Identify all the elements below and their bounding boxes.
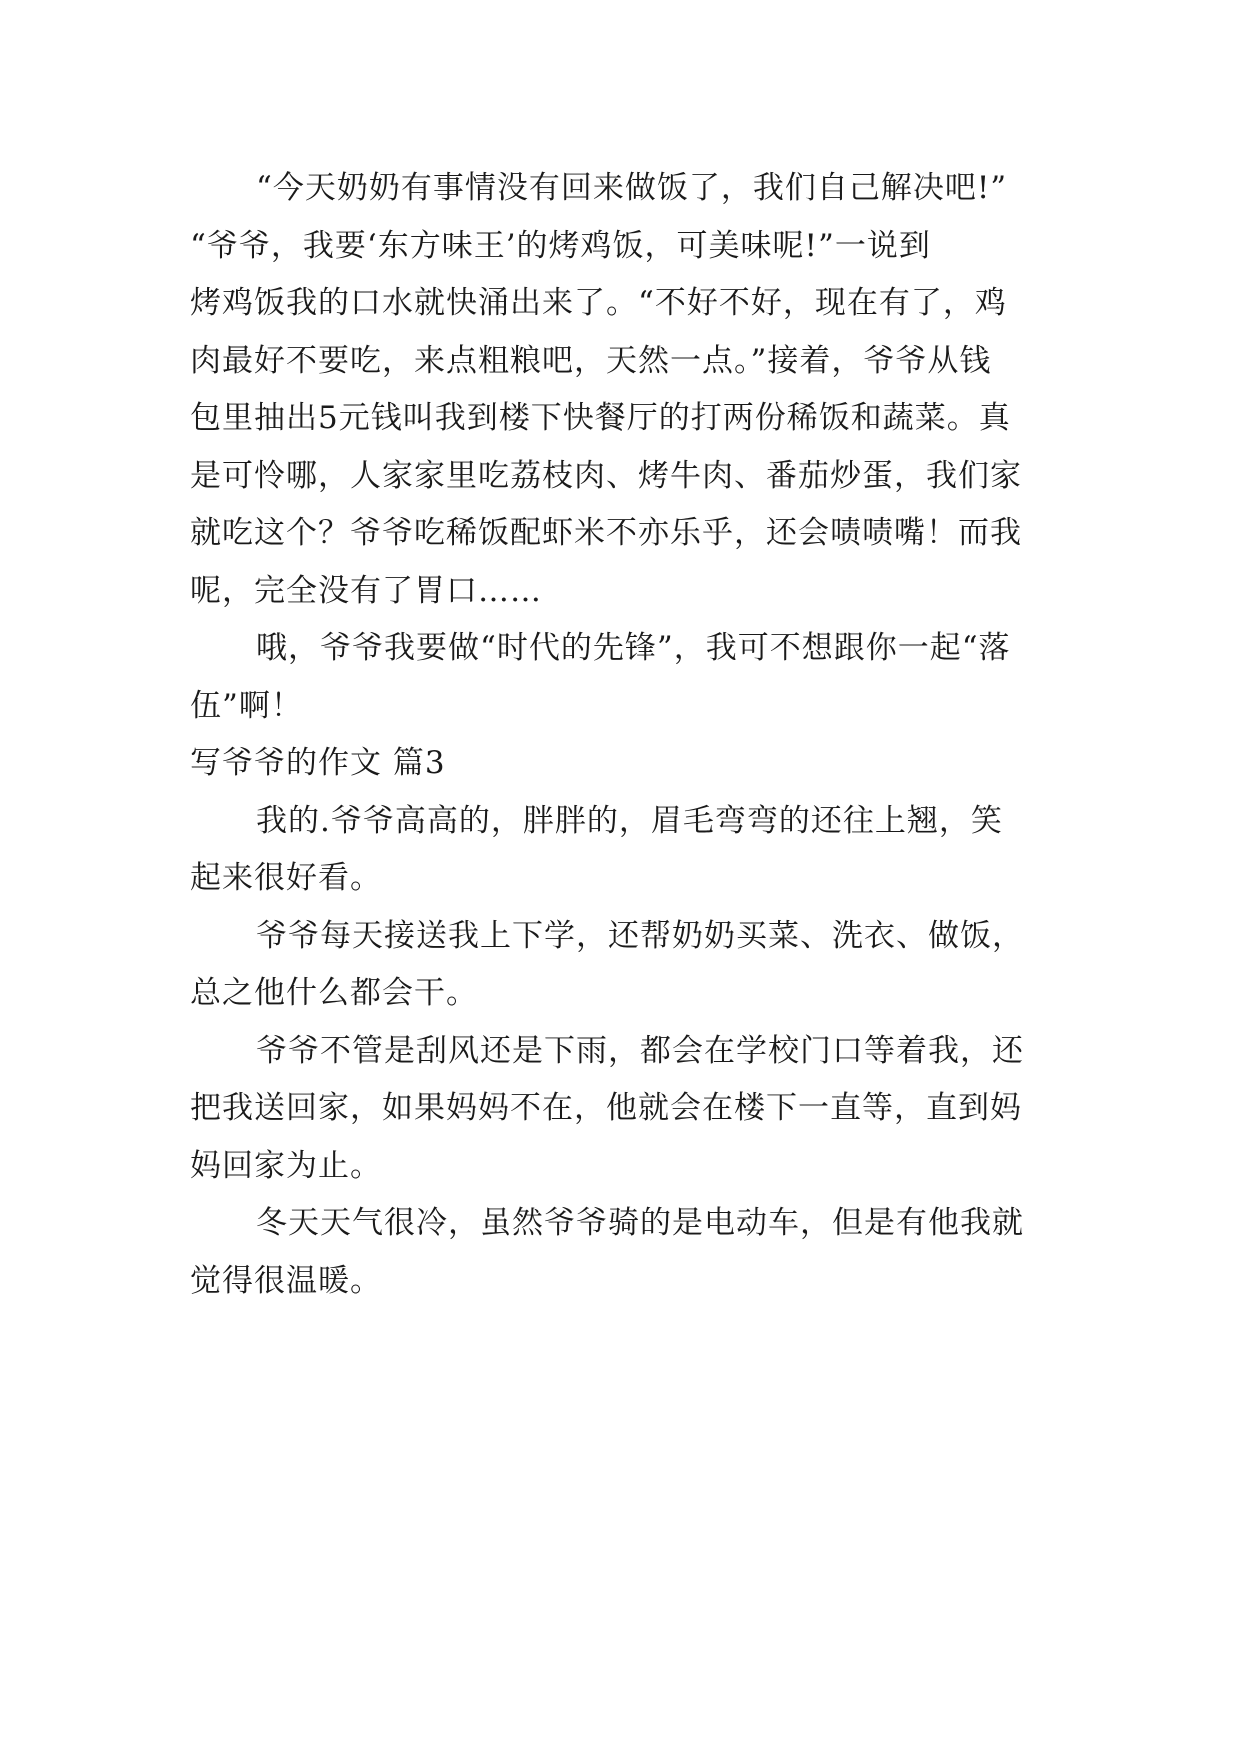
text-line: 起来很好看。 (190, 860, 382, 896)
text-line: 呢，完全没有了胃口…… (190, 572, 542, 609)
text-line: 妈回家为止。 (190, 1147, 382, 1184)
text-line: 爷爷不管是刮风还是下雨，都会在学校门口等着我，还 (256, 1032, 1024, 1069)
text-line: 烤鸡饭我的口水就快涌出来了。“不好不好，现在有了，鸡 (190, 285, 1007, 321)
text-line: 哦，爷爷我要做“时代的先锋”，我可不想跟你一起“落 (256, 630, 1011, 666)
text-line: 包里抽出5元钱叫我到楼下快餐厅的打两份稀饭和蔬菜。真 (190, 400, 1011, 436)
text-line: 觉得很温暖。 (190, 1262, 382, 1299)
text-line: 我的.爷爷高高的，胖胖的，眉毛弯弯的还往上翘，笑 (256, 802, 1003, 839)
text-line: 总之他什么都会干。 (190, 975, 478, 1011)
text-line: 冬天天气很冷，虽然爷爷骑的是电动车，但是有他我就 (256, 1205, 1024, 1241)
text-line: 伍”啊！ (190, 687, 303, 724)
document-body (190, 160, 1070, 1310)
text-line: 就吃这个？爷爷吃稀饭配虾米不亦乐乎，还会啧啧嘴！而我 (190, 515, 1022, 551)
text-line: “爷爷，我要‘东方味王’的烤鸡饭，可美味呢!”一说到 (190, 227, 931, 264)
text-line: 爷爷每天接送我上下学，还帮奶奶买菜、洗衣、做饭， (256, 917, 1024, 954)
text-line: 肉最好不要吃，来点粗粮吧，天然一点。”接着，爷爷从钱 (190, 342, 992, 379)
text-line: 把我送回家，如果妈妈不在，他就会在楼下一直等，直到妈 (190, 1090, 1022, 1126)
text-line: 是可怜哪，人家家里吃荔枝肉、烤牛肉、番茄炒蛋，我们家 (190, 457, 1022, 494)
section-heading: 写爷爷的作文 篇3 (190, 745, 446, 781)
text-line: “今天奶奶有事情没有回来做饭了，我们自己解决吧!” (256, 170, 1008, 206)
